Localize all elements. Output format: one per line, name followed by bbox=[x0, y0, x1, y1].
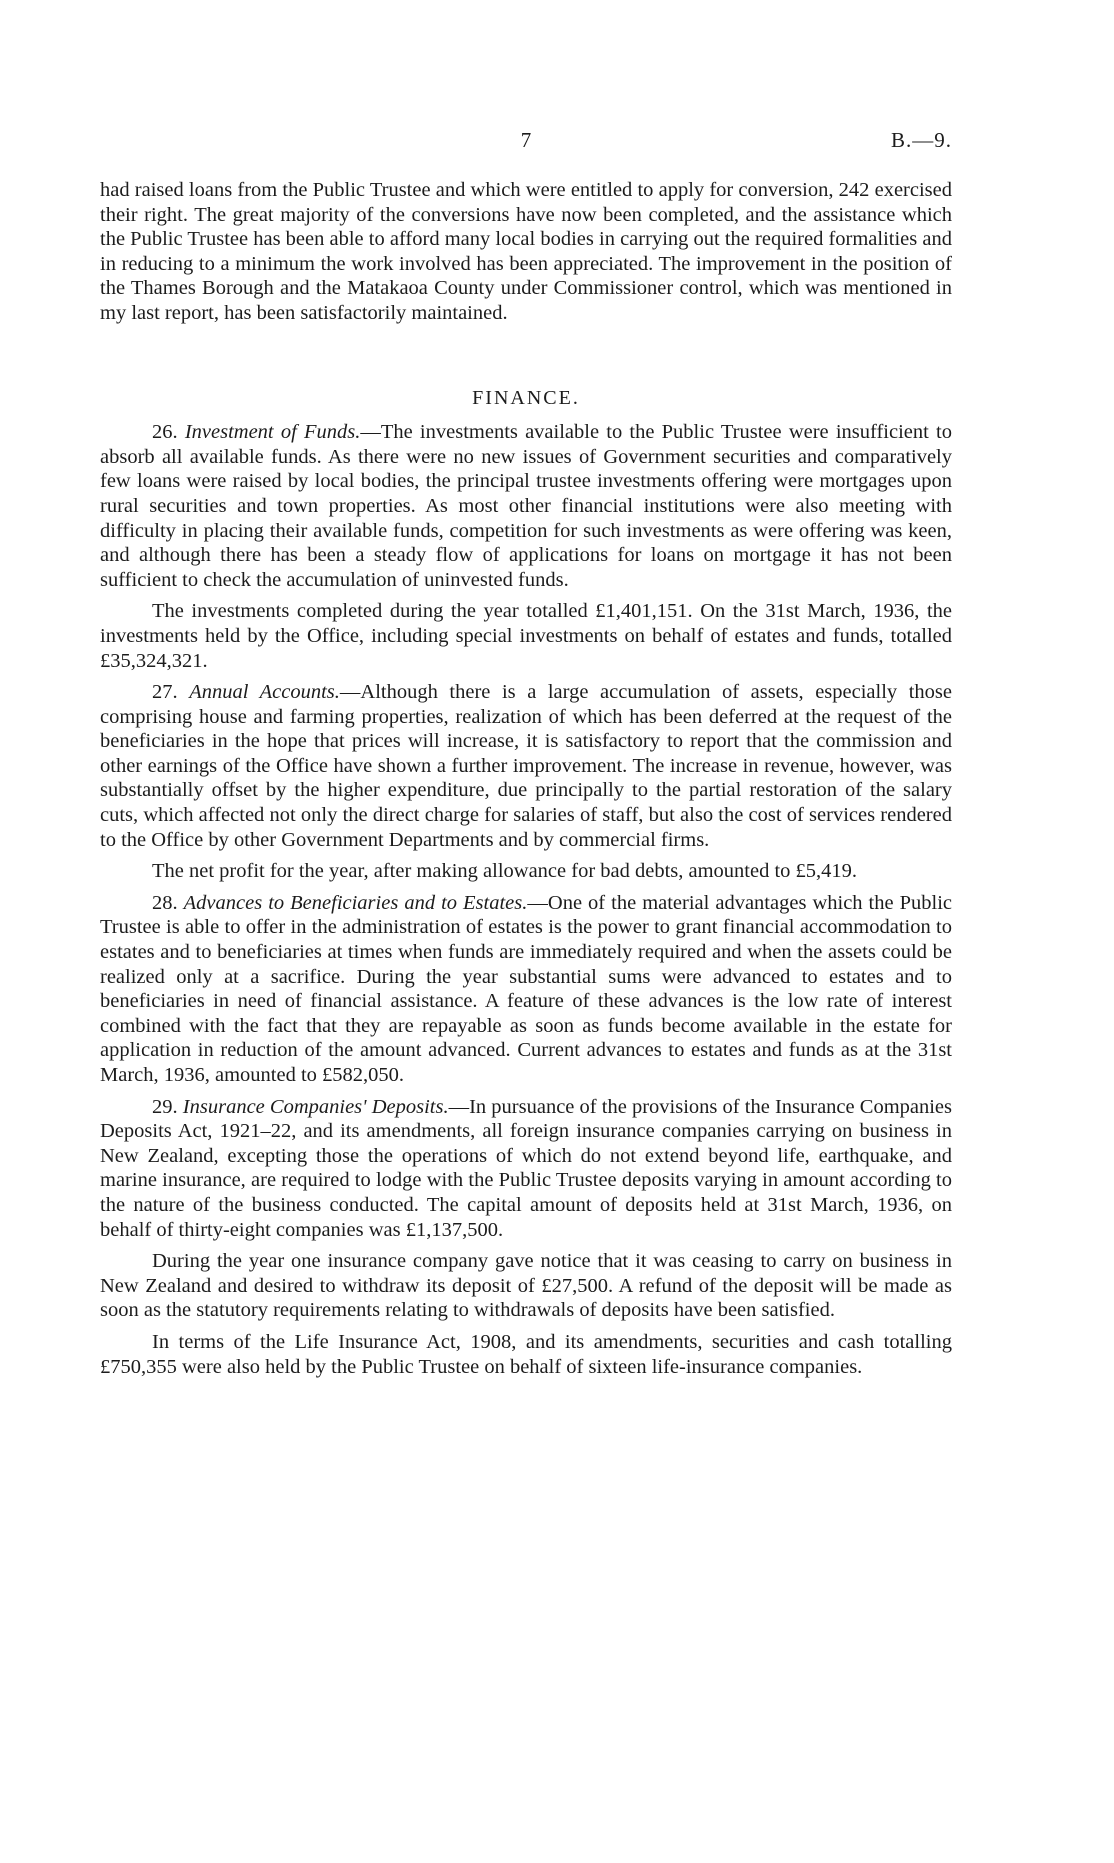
title-dash: — bbox=[360, 421, 381, 444]
page-body bbox=[100, 178, 952, 1386]
intro-paragraph: had raised loans from the Public Trustee and which were entitled to apply for conversion, 242 exercised their right. The great majority of the conversions have now been completed, and the assistance which the Public Trustee has been able to afford many local bodies in carrying out the required formalities and in reducing to a minimum the work involved has been appreciated. The improvement in the position of the Thames Borough and the Matakaoa County under Commissioner control, which was mentioned in my last report, has been satisfactorily maintained. bbox=[100, 179, 952, 324]
paragraph-29-continued-1: During the year one insurance company gave notice that it was ceasing to carry on business in New Zealand and desired to withdraw its deposit of £27,500. A refund of the deposit will be made as soon as the statutory requirements relating to withdrawals of deposits have been satisfied. bbox=[100, 1250, 952, 1322]
paragraph-text: In pursuance of the provisions of the Insurance Companies Deposits Act, 1921–22, and its amendments, all foreign insurance companies carrying on business in New Zealand, excepting those the operations of which do not extend beyond life, earthquake, and marine insurance, are required to lodge with the Public Trustee deposits varying in amount according to the nature of the business conducted. The capital amount of deposits held at 31st March, 1936, on behalf of thirty-eight companies was £1,137,500. bbox=[100, 1095, 953, 1241]
paragraph-26-continued: The investments completed during the year totalled £1,401,151. On the 31st March, 1936, the investments held by the Office, including special investments on behalf of estates and funds, totalled £35,324,321. bbox=[100, 600, 952, 672]
paragraph-26 bbox=[100, 420, 952, 592]
paragraph-title: Advances to Beneficiaries and to Estates. bbox=[183, 891, 528, 914]
paragraph-29 bbox=[100, 1095, 952, 1243]
paragraph-title: Investment of Funds. bbox=[184, 421, 361, 444]
section-heading-finance: FINANCE. bbox=[472, 386, 580, 409]
paragraph-number: 27. bbox=[152, 681, 178, 704]
paragraph-title: Annual Accounts. bbox=[189, 681, 340, 704]
paragraph-29-continued-2: In terms of the Life Insurance Act, 1908, and its amendments, securities and cash totalling £750,355 were also held by the Public Trustee on behalf of sixteen life-insurance companies. bbox=[100, 1330, 952, 1378]
title-dash: — bbox=[527, 891, 548, 914]
paragraph-number: 29. bbox=[152, 1095, 178, 1118]
paragraph-number: 28. bbox=[152, 891, 178, 914]
paragraph-text: One of the material advantages which the Public Trustee is able to offer in the administration of estates is the power to grant financial accommodation to estates and to beneficiaries at times when funds are immediately required and when the assets could be realized only at a sacrifice. During the year substantial sums were advanced to estates and to beneficiaries in need of financial assistance. A feature of these advances is the low rate of interest combined with the fact that they are repayable as soon as funds become available in the estate for application in reduction of the amount advanced. Current advances to estates and funds as at the 31st March, 1936, amounted to £582,050. bbox=[100, 891, 952, 1086]
paragraph-text: Although there is a large accumulation of assets, especially those comprising house and farming properties, realization of which has been deferred at the request of the beneficiaries in the hope that prices will increase, it is satisfactory to report that the commission and other earnings of the Office have shown a further improvement. The increase in revenue, however, was substantially offset by the higher expenditure, due principally to the partial restoration of the salary cuts, which affected not only the direct charge for salaries of staff, but also the cost of services rendered to the Office by other Government Departments and by commercial firms. bbox=[100, 681, 952, 851]
title-dash: — bbox=[339, 681, 361, 704]
paragraph-27 bbox=[100, 680, 952, 852]
paragraph-text: The investments available to the Public Trustee were insufficient to absorb all available funds. As there were no new issues of Government securities and comparatively few loans were raised by local bodies, the principal trustee investments offering were mortgages upon rural securities and town properties. As most other financial institutions were also meeting with difficulty in placing their available funds, competition for such investments as were offering was keen, and although there has been a steady flow of applications for loans on mortgage it has not been sufficient to check the accumulation of uninvested funds. bbox=[100, 421, 952, 591]
paragraph-title: Insurance Companies' Deposits. bbox=[182, 1095, 449, 1118]
page-number: 7 bbox=[520, 128, 532, 152]
title-dash: — bbox=[448, 1095, 470, 1118]
page-header bbox=[100, 128, 952, 158]
paragraph-28 bbox=[100, 891, 952, 1088]
paragraph-27-continued: The net profit for the year, after making allowance for bad debts, amounted to £5,419. bbox=[152, 860, 858, 883]
document-reference: B.—9. bbox=[890, 128, 952, 152]
paragraph-number: 26. bbox=[152, 421, 178, 444]
